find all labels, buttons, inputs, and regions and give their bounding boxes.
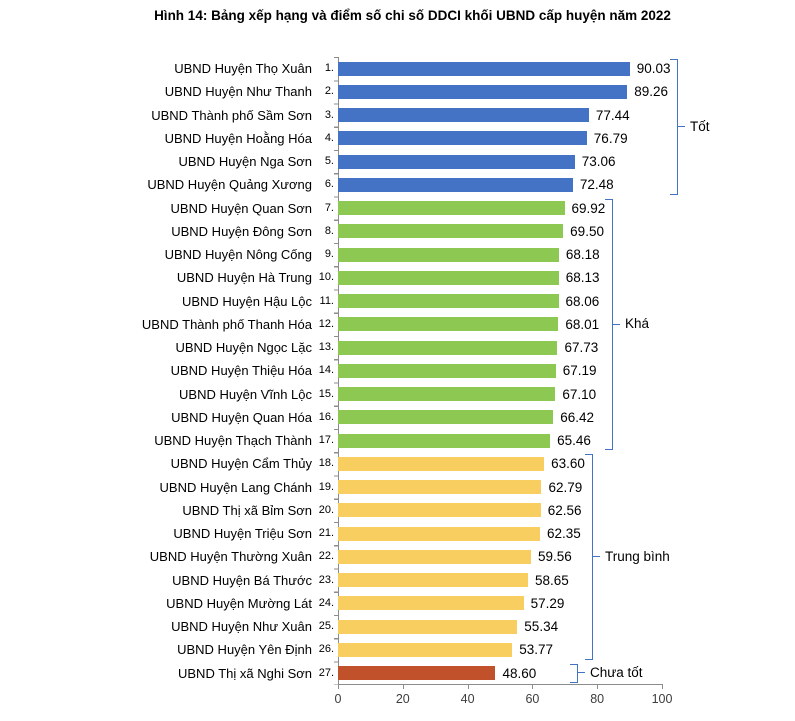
rank-number: 9. <box>324 248 334 260</box>
chart-row <box>0 592 795 615</box>
rank-number: 23. <box>318 573 334 586</box>
chart-title: Hình 14: Bảng xếp hạng và điểm số chi số DDCI khối UBND cấp huyện năm 2022 <box>154 8 671 23</box>
score-bar <box>338 271 559 285</box>
group-label: Trung bình <box>605 548 670 564</box>
score-bar <box>338 294 559 308</box>
value-label: 73.06 <box>581 154 616 169</box>
score-bar <box>338 131 587 145</box>
score-bar <box>338 108 589 122</box>
group-bracket <box>670 59 678 195</box>
rank-number: 4. <box>324 131 334 144</box>
value-label: 76.79 <box>593 130 628 146</box>
rank-number: 11. <box>319 294 334 307</box>
group-bracket-tick <box>678 126 685 127</box>
bar-track <box>338 592 662 615</box>
rank-number: 6. <box>324 178 334 191</box>
chart-row <box>0 545 795 568</box>
score-bar <box>338 155 575 169</box>
rank-number: 8. <box>324 224 334 237</box>
chart-row <box>0 615 795 638</box>
chart-row <box>0 499 795 522</box>
score-bar <box>338 364 556 378</box>
score-bar <box>338 85 627 99</box>
group-label: Chưa tốt <box>590 665 643 681</box>
category-label: UBND Huyện Quan Sơn <box>170 200 312 216</box>
category-label: UBND Huyện Nông Cống <box>164 247 312 262</box>
value-label: 59.56 <box>537 549 572 565</box>
score-bar <box>338 596 524 610</box>
score-bar <box>338 178 573 192</box>
value-label: 69.50 <box>570 223 604 239</box>
rank-number: 27. <box>318 666 334 679</box>
rank-number: 12. <box>318 317 334 330</box>
rank-number: 5. <box>324 155 334 167</box>
chart-row <box>0 476 795 499</box>
group-label: Tốt <box>690 118 710 134</box>
category-label: UBND Huyện Thọ Xuân <box>174 61 312 76</box>
score-bar <box>338 480 541 494</box>
chart-row <box>0 452 795 475</box>
category-label: UBND Huyện Như Xuân <box>171 619 312 634</box>
score-bar <box>338 666 495 680</box>
value-label: 77.44 <box>595 107 630 123</box>
score-bar <box>338 620 517 634</box>
bar-track <box>338 220 662 243</box>
bar-track <box>338 266 662 289</box>
bar-track <box>338 359 662 382</box>
group-bracket <box>570 664 578 683</box>
rank-number: 24. <box>318 596 334 609</box>
value-label: 67.10 <box>562 386 597 402</box>
chart-row <box>0 220 795 243</box>
rank-number: 18. <box>318 457 334 470</box>
score-bar <box>338 387 555 401</box>
bar-track <box>338 499 662 522</box>
category-label: UBND Huyện Hậu Lộc <box>181 293 312 309</box>
rank-number: 14. <box>318 364 334 377</box>
rank-number: 13. <box>318 341 334 353</box>
value-label: 62.56 <box>547 502 582 518</box>
category-label: UBND Huyện Mường Lát <box>166 595 312 611</box>
score-bar <box>338 317 558 331</box>
rank-number: 1. <box>324 62 334 74</box>
category-label: UBND Thị xã Bỉm Sơn <box>182 502 312 518</box>
group-bracket <box>605 199 613 451</box>
x-axis-line <box>338 684 663 685</box>
category-label: UBND Huyện Cẩm Thủy <box>170 456 312 472</box>
chart-row <box>0 429 795 452</box>
value-label: 57.29 <box>530 595 565 611</box>
chart-row <box>0 662 795 685</box>
value-label: 66.42 <box>560 409 594 425</box>
score-bar <box>338 434 550 448</box>
x-axis-tick <box>468 684 469 689</box>
bar-track <box>338 127 662 150</box>
rank-number: 15. <box>318 387 334 400</box>
value-label: 68.18 <box>565 247 600 262</box>
value-label: 63.60 <box>551 456 585 472</box>
value-label: 68.13 <box>565 270 600 286</box>
score-bar <box>338 410 553 424</box>
x-axis-tick-label: 40 <box>460 692 475 706</box>
bar-track <box>338 290 662 313</box>
score-bar <box>338 341 557 355</box>
x-axis-tick <box>597 684 598 689</box>
score-bar <box>338 527 540 541</box>
score-bar <box>338 643 512 657</box>
bar-track <box>338 197 662 220</box>
category-label: UBND Huyện Bá Thước <box>172 572 312 588</box>
chart-row <box>0 522 795 545</box>
group-bracket <box>585 454 593 659</box>
value-label: 62.79 <box>548 479 583 495</box>
x-axis-tick <box>403 684 404 689</box>
value-label: 89.26 <box>634 84 668 100</box>
chart-row <box>0 383 795 406</box>
chart-row <box>0 336 795 359</box>
category-label: UBND Huyện Đông Sơn <box>171 223 312 239</box>
bar-track <box>338 429 662 452</box>
x-axis-tick-label: 60 <box>525 692 540 706</box>
x-axis-tick-label: 100 <box>651 692 673 706</box>
category-label: UBND Huyện Ngọc Lặc <box>175 340 312 355</box>
rank-number: 21. <box>318 527 334 539</box>
x-axis-tick <box>662 684 663 689</box>
bar-track <box>338 336 662 359</box>
category-label: UBND Huyện Quan Hóa <box>171 409 312 425</box>
rank-number: 26. <box>318 643 334 656</box>
rank-number: 2. <box>324 85 334 98</box>
value-label: 90.03 <box>636 61 671 76</box>
bar-track <box>338 615 662 638</box>
category-label: UBND Huyện Thạch Thành <box>154 433 312 448</box>
chart-row <box>0 569 795 592</box>
rank-number: 3. <box>324 108 334 121</box>
score-bar <box>338 457 544 471</box>
value-label: 72.48 <box>579 177 614 193</box>
rank-number: 22. <box>318 550 334 563</box>
score-bar <box>338 248 559 262</box>
category-label: UBND Huyện Hà Trung <box>176 270 312 286</box>
score-bar <box>338 503 541 517</box>
value-label: 53.77 <box>519 642 553 658</box>
value-label: 67.73 <box>564 340 599 355</box>
category-label: UBND Huyện Thiệu Hóa <box>170 363 312 379</box>
chart-row <box>0 359 795 382</box>
x-axis-tick-label: 80 <box>590 692 605 706</box>
category-label: UBND Huyện Quảng Xương <box>147 177 312 193</box>
value-label: 55.34 <box>524 619 559 634</box>
x-axis-tick <box>338 684 339 689</box>
value-label: 68.06 <box>565 293 600 309</box>
chart-row <box>0 243 795 266</box>
score-bar <box>338 62 630 76</box>
value-label: 48.60 <box>502 665 537 681</box>
category-label: UBND Huyện Hoằng Hóa <box>164 130 312 146</box>
x-axis-tick <box>532 684 533 689</box>
bar-track <box>338 150 662 173</box>
value-label: 69.92 <box>571 200 606 216</box>
bar-track <box>338 104 662 127</box>
chart-row <box>0 406 795 429</box>
rank-number: 7. <box>324 201 334 214</box>
value-label: 58.65 <box>535 572 569 588</box>
chart-row <box>0 290 795 313</box>
chart-row <box>0 197 795 220</box>
bar-track <box>338 522 662 545</box>
category-label: UBND Huyện Yên Định <box>177 642 312 658</box>
bar-track <box>338 383 662 406</box>
category-label: UBND Huyện Vĩnh Lộc <box>179 386 312 402</box>
bar-track <box>338 243 662 266</box>
bar-track <box>338 57 671 80</box>
bar-track <box>338 80 668 103</box>
group-bracket-tick <box>578 672 585 673</box>
bar-track <box>338 569 662 592</box>
group-bracket-tick <box>593 556 600 557</box>
bar-track <box>338 476 662 499</box>
rank-number: 17. <box>318 434 334 446</box>
rank-number: 16. <box>318 410 334 423</box>
category-label: UBND Thành phố Thanh Hóa <box>141 316 312 332</box>
category-label: UBND Huyện Thường Xuân <box>149 549 312 565</box>
chart-row <box>0 266 795 289</box>
group-label: Khá <box>625 316 650 332</box>
rank-number: 19. <box>318 480 334 493</box>
x-axis-tick-label: 20 <box>395 692 410 706</box>
score-bar <box>338 573 528 587</box>
category-label: UBND Thị xã Nghi Sơn <box>178 665 312 681</box>
value-label: 62.35 <box>547 526 581 541</box>
category-label: UBND Thành phố Sầm Sơn <box>151 107 312 123</box>
bar-track <box>338 173 662 196</box>
rank-number: 10. <box>318 271 334 284</box>
value-label: 68.01 <box>565 316 600 332</box>
score-bar <box>338 201 565 215</box>
x-axis-tick-label: 0 <box>334 692 342 706</box>
score-bar <box>338 550 531 564</box>
rank-number: 20. <box>318 503 334 516</box>
category-label: UBND Huyện Lang Chánh <box>159 479 312 495</box>
chart-row <box>0 638 795 661</box>
score-bar <box>338 224 563 238</box>
bar-track <box>338 406 662 429</box>
group-bracket-tick <box>613 324 620 325</box>
chart-row <box>0 313 795 336</box>
bar-track <box>338 638 662 661</box>
category-label: UBND Huyện Triệu Sơn <box>173 526 312 541</box>
category-label: UBND Huyện Nga Sơn <box>178 154 312 169</box>
value-label: 67.19 <box>562 363 597 379</box>
value-label: 65.46 <box>557 433 591 448</box>
category-label: UBND Huyện Như Thanh <box>164 84 312 100</box>
bar-track <box>338 452 662 475</box>
rank-number: 25. <box>318 620 334 632</box>
